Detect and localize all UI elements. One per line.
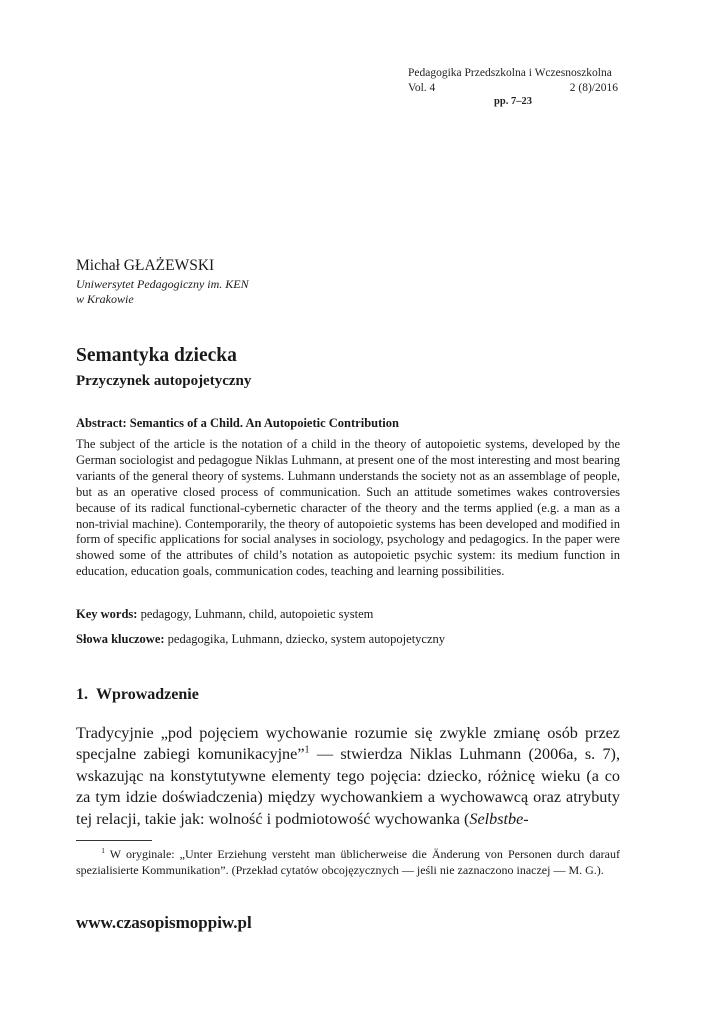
journal-name: Pedagogika Przedszkolna i Wczesnoszkolna (408, 67, 612, 79)
keywords-label: Key words: (76, 607, 138, 621)
affiliation-line-1: Uniwersytet Pedagogiczny im. KEN (76, 277, 249, 291)
article-subtitle: Przyczynek autopojetyczny (76, 373, 252, 389)
abstract-text: The subject of the article is the notation of a child in the theory of autopoietic systems, developed by the German sociologist and pedagogue Niklas Luhmann, at present one of the most interesting and most bearing variants of the general theory of systems. Luhmann understands the society not as an assemblage of people, but as an operative closed process of communication. Such an attitude sometimes wakes controversies because of its radical functional-cybernetic character of the theory and the terms applied (e.g. a man as a non-trivial machine). Contemporarily, the theory of autopoietic systems has been developed and modified in form of specific applications for social analyses in sociology, psychology and pedagogics. In the paper were showed some of the attributes of child’s notation as autopoietic psychic system: its medium function in education, education goals, communication codes, teaching and learning possibilities. (76, 437, 620, 579)
keywords-polish-value: pedagogika, Luhmann, dziecko, system autopojetyczny (164, 632, 446, 646)
body-text-italic: Selbstbe- (469, 809, 529, 828)
author-name (76, 257, 214, 275)
affiliation-line-2: w Krakowie (76, 292, 134, 306)
keywords-value: pedagogy, Luhmann, child, autopoietic system (137, 607, 374, 621)
keywords (76, 607, 373, 622)
section-number: 1. (76, 686, 88, 703)
website-link[interactable]: www.czasopismoppiw.pl (76, 913, 252, 932)
body-paragraph (76, 723, 620, 830)
section-title: Wprowadzenie (96, 686, 199, 703)
footnote-divider (76, 840, 152, 841)
section-heading (76, 686, 199, 704)
journal-header (408, 66, 618, 110)
abstract-heading: Abstract: Semantics of a Child. An Autopoietic Contribution (76, 416, 399, 430)
footnote-number: 1 (101, 846, 105, 855)
author-first-name: Michał (76, 257, 124, 274)
footnote-reference[interactable]: 1 (304, 745, 310, 757)
journal-volume-row (408, 81, 618, 96)
keywords-polish (76, 632, 445, 647)
body-text-part-1: Tradycyjnie „pod pojęciem wychowanie rozumie się zwykle zmianę osób przez specjalne zabiegi komunikacyjne” (76, 724, 620, 764)
journal-pages: pp. 7–23 (494, 96, 532, 107)
author-last-name: GŁAŻEWSKI (123, 257, 215, 274)
journal-issue: 2 (8)/2016 (569, 81, 618, 94)
body-text-part-2: — stwierdza Niklas Luhmann (2006a, s. 7), wskazując na konstytutywne elementy tego pojęcia: dziecko, różnicę wieku (a co za tym idzie doświadczenia) między wychowankiem a wychowawcą oraz atrybuty tej relacji, takie jak: wolność i podmiotowość wychowanka ( (76, 745, 620, 828)
footnote (76, 846, 620, 879)
keywords-polish-label: Słowa kluczowe: (76, 632, 165, 646)
author-affiliation (76, 277, 249, 307)
footnote-text: W oryginale: „Unter Erziehung versteht man üblicherweise die Änderung von Personen durch darauf spezialisierte Kommunikation”. (Przekład cytatów obcojęzycznych — jeśli nie zaznaczono inaczej — M. G.). (76, 847, 620, 878)
article-title: Semantyka dziecka (76, 345, 237, 366)
journal-volume: Vol. 4 (408, 81, 436, 94)
